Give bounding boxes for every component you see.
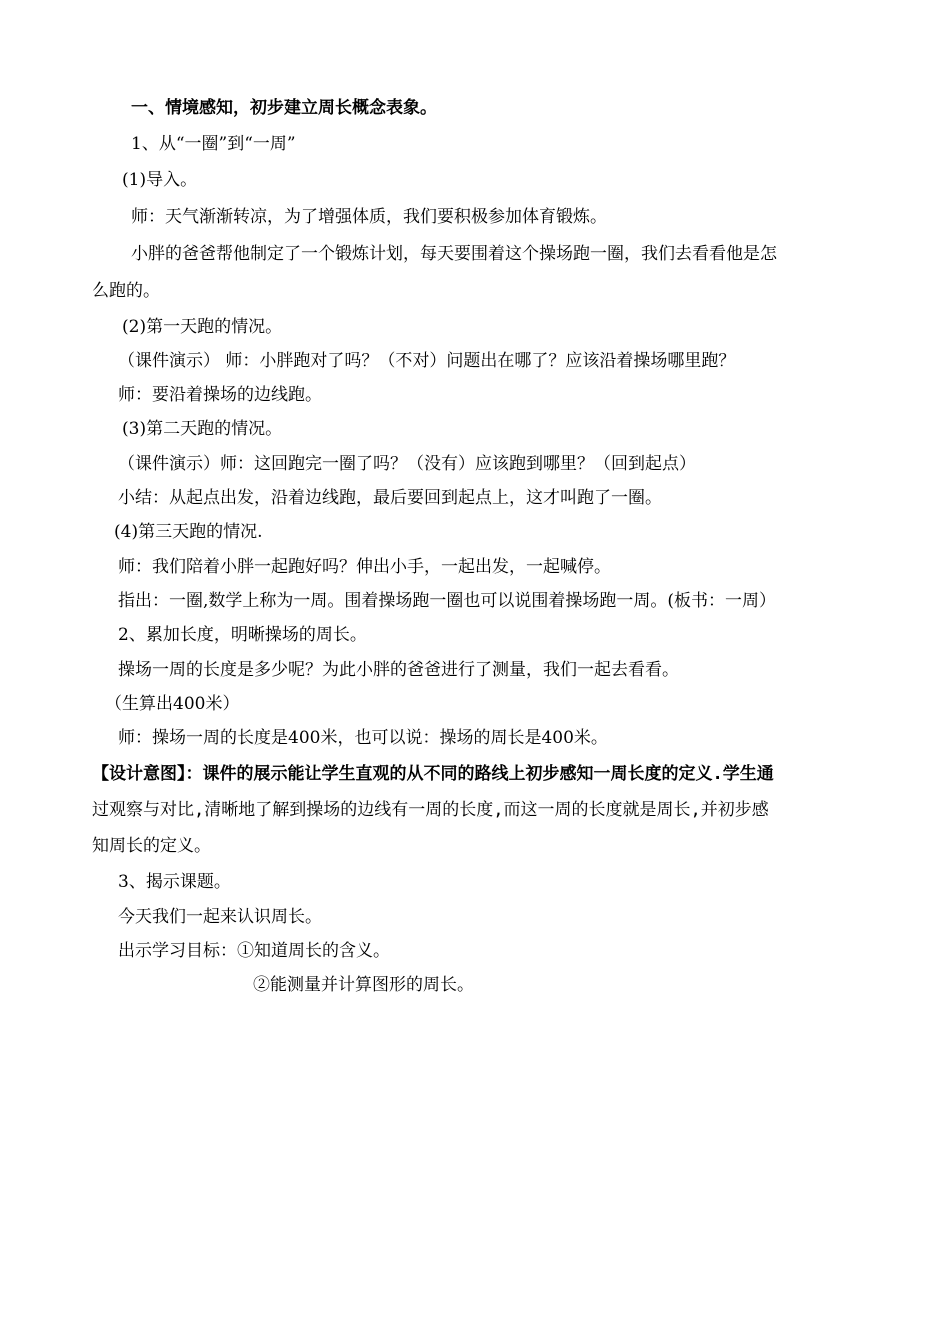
design-intent-line-2: 过观察与对比,清晰地了解到操场的边线有一周的长度,而这一周的长度就是周长,并初步感 <box>92 800 769 820</box>
day3-teacher: 师：我们陪着小胖一起跑好吗？伸出小手，一起出发，一起喊停。 <box>118 557 611 577</box>
teacher-conclusion: 师：操场一周的长度是400米，也可以说：操场的周长是400米。 <box>118 728 608 748</box>
section1-title: 1、从“一圈”到“一周” <box>131 134 296 154</box>
plan-line-1: 小胖的爸爸帮他制定了一个锻炼计划，每天要围着这个操场跑一圈，我们去看看他是怎 <box>131 244 777 264</box>
step4-label: (4)第三天跑的情况. <box>114 522 263 542</box>
day1-answer: 师：要沿着操场的边线跑。 <box>118 385 322 405</box>
teacher-intro: 师：天气渐渐转凉，为了增强体质，我们要积极参加体育锻炼。 <box>131 207 607 227</box>
day2-question: （课件演示）师：这回跑完一圈了吗？（没有）应该跑到哪里？（回到起点） <box>118 454 696 474</box>
student-calc: （生算出400米） <box>105 694 240 714</box>
measure-question: 操场一周的长度是多少呢？为此小胖的爸爸进行了测量，我们一起去看看。 <box>118 660 679 680</box>
step3-label: (3)第二天跑的情况。 <box>122 419 283 439</box>
today-statement: 今天我们一起来认识周长。 <box>118 907 322 927</box>
section2-title: 2、累加长度，明晰操场的周长。 <box>118 625 367 645</box>
step1-label: (1)导入。 <box>122 170 198 190</box>
learning-goals-label: 出示学习目标：①知道周长的含义。 <box>118 941 390 961</box>
plan-line-2: 么跑的。 <box>92 281 160 301</box>
point-out: 指出：一圈,数学上称为一周。围着操场跑一圈也可以说围着操场跑一周。(板书：一周） <box>118 591 777 611</box>
day1-question: （课件演示） 师：小胖跑对了吗？（不对）问题出在哪了？应该沿着操场哪里跑？ <box>118 351 736 371</box>
step2-label: (2)第一天跑的情况。 <box>122 317 283 337</box>
section-heading: 一、情境感知，初步建立周长概念表象。 <box>131 98 437 118</box>
design-intent-line-1: 【设计意图】：课件的展示能让学生直观的从不同的路线上初步感知一周长度的定义.学生通 <box>92 764 774 784</box>
learning-goal-2: ②能测量并计算图形的周长。 <box>253 975 474 995</box>
design-intent-line-3: 知周长的定义。 <box>92 836 211 856</box>
section3-title: 3、揭示课题。 <box>118 872 231 892</box>
summary: 小结：从起点出发，沿着边线跑，最后要回到起点上，这才叫跑了一圈。 <box>118 488 662 508</box>
